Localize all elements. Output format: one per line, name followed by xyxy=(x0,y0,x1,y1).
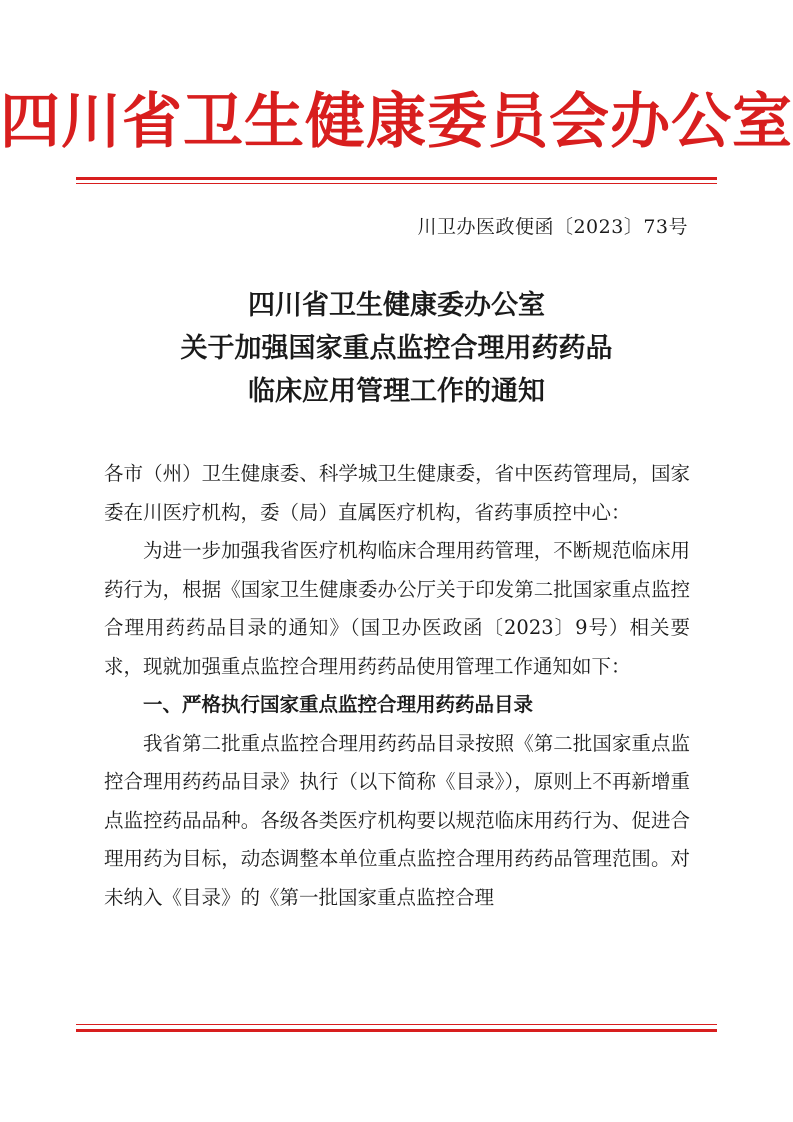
document-body xyxy=(104,455,690,917)
section-1-heading: 一、严格执行国家重点监控合理用药药品目录 xyxy=(143,693,534,716)
masthead-organization: 四川省卫生健康委员会办公室 xyxy=(0,87,793,157)
masthead-divider-thick xyxy=(76,177,717,180)
title-line-1: 四川省卫生健康委办公室 xyxy=(248,290,545,321)
footer-divider-thin xyxy=(76,1024,717,1025)
recipients: 各市（州）卫生健康委、科学城卫生健康委，省中医药管理局，国家委在川医疗机构，委（局）直属医疗机构，省药事质控中心： xyxy=(104,462,690,524)
section-1-paragraph: 我省第二批重点监控合理用药药品目录按照《第二批国家重点监控合理用药药品目录》执行（以下简称《目录》），原则上不再新增重点监控药品品种。各级各类医疗机构要以规范临床用药行为、促进合理用药为目标，动态调整本单位重点监控合理用药药品管理范围。对未纳入《目录》的《第一批国家重点监控合理 xyxy=(104,731,690,909)
masthead-divider-thin xyxy=(76,183,717,184)
title-line-2: 关于加强国家重点监控合理用药药品 xyxy=(180,333,613,364)
document-title xyxy=(0,284,793,413)
title-line-3: 临床应用管理工作的通知 xyxy=(248,376,545,407)
footer-divider-thick xyxy=(76,1029,717,1032)
document-number: 川卫办医政便函〔2023〕73号 xyxy=(417,216,688,238)
intro-paragraph: 为进一步加强我省医疗机构临床合理用药管理，不断规范临床用药行为，根据《国家卫生健康委办公厅关于印发第二批国家重点监控合理用药药品目录的通知》（国卫办医政函〔2023〕9号）相关要求，现就加强重点监控合理用药药品使用管理工作通知如下： xyxy=(104,539,690,678)
